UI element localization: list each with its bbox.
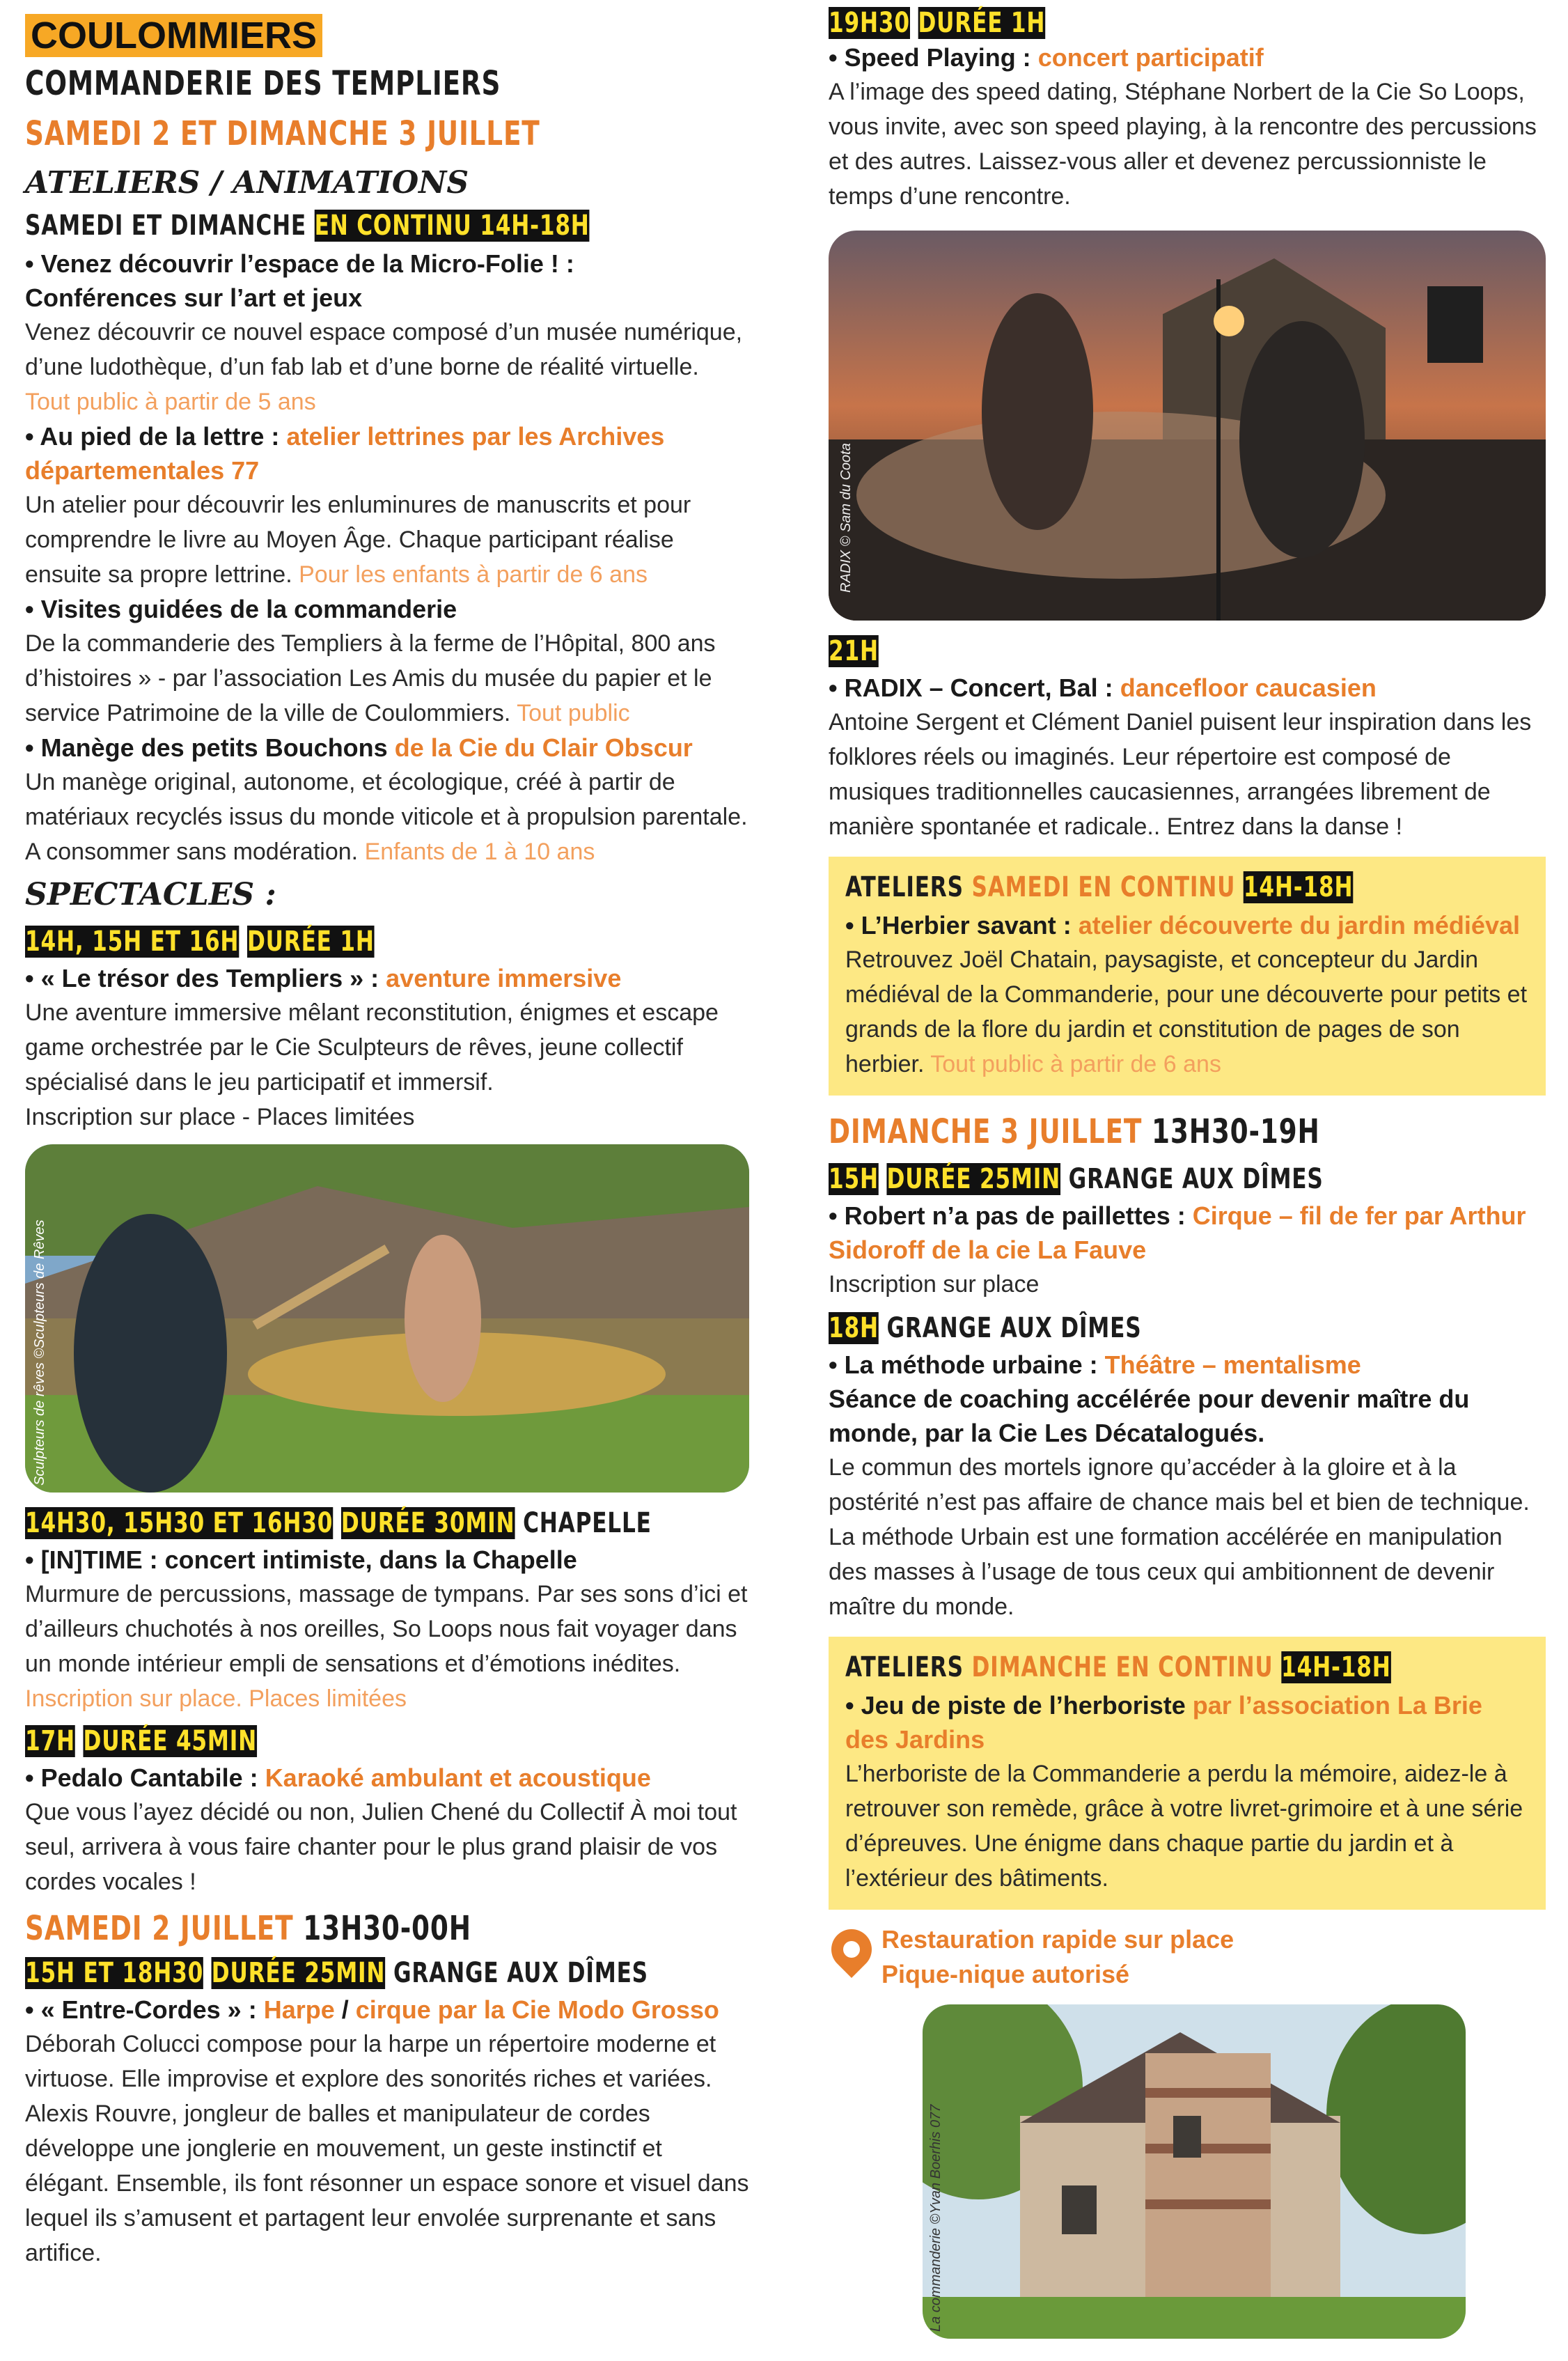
photo-sculpteurs (25, 1144, 749, 1493)
item-desc: Que vous l’ayez décidé ou non, Julien Chené du Collectif À moi tout seul, arrivera à vous faire chanter pour le plus grand plaisir de vos cordes vocales ! (25, 1799, 737, 1895)
item-desc: Murmure de percussions, massage de tympans. Par ses sons d’ici et d’ailleurs chuchotés à nos oreilles, So Loops nous fait voyager dans un monde intérieur empli de sensations et d’émotions inédites. Inscription sur place. Places limitées (25, 1581, 748, 1712)
atelier-micro-folie (25, 247, 749, 419)
restauration-info (829, 1922, 1546, 1992)
right-column (829, 0, 1546, 2339)
city-title: COULOMMIERS (25, 14, 322, 57)
item-desc: L’herboriste de la Commanderie a perdu la mémoire, aidez-le à retrouver son remède, grâce à votre livret-grimoire et à une série d’épreuves. Une énigme dans chaque partie du jardin et à l’extérieur des bâtiments. (845, 1761, 1523, 1892)
item-desc: Venez découvrir ce nouvel espace composé d’un musée numérique, d’une ludothèque, d’un fab lab et d’une borne de réalité virtuelle. Tout public à partir de 5 ans (25, 319, 743, 415)
item-desc: Déborah Colucci compose pour la harpe un répertoire moderne et virtuose. Elle improvise et explore des sonorités riches et variées. Alexis Rouvre, jongleur de balles et manipulateur de cordes développe une jonglerie en mouvement, un geste instinctif et élégant. Ensemble, ils font résonner un espace sonore et visuel dans lequel ils s’amusent et partagent leur envolée surprenante et sans artifice. (25, 2031, 749, 2266)
box-heading: ATELIERS SAMEDI EN CONTINU 14H-18H (845, 871, 1354, 903)
item-title: • « Entre-Cordes » : Harpe / cirque par la Cie Modo Grosso (25, 1995, 719, 2024)
item-title: • « Le trésor des Templiers » : aventure immersive (25, 964, 622, 992)
slot-time: 18H GRANGE AUX DÎMES (829, 1312, 1142, 1344)
spectacle-entre-cordes (25, 1993, 749, 2270)
item-desc: Une aventure immersive mêlant reconstitution, énigmes et escape game orchestrée par le Cie Sculpteurs de rêves, jeune collectif spécialisé dans le jeu participatif et immersif. (25, 999, 719, 1096)
item-title: • Robert n’a pas de paillettes : Cirque – fil de fer par Arthur Sidoroff de la cie La Fauve (829, 1201, 1526, 1264)
atelier-visites (25, 592, 749, 731)
spectacle-speed-playing (829, 40, 1546, 214)
item-desc: De la commanderie des Templiers à la ferme de l’Hôpital, 800 ans d’histoires » - par l’association Les Amis du musée du papier et le service Patrimoine de la ville de Coulommiers. Tout public (25, 630, 716, 726)
item-desc: Antoine Sergent et Clément Daniel puisent leur inspiration dans les folklores réels ou imaginés. Leur répertoire est composé de musiques traditionnelles caucasiennes, arrangées librement de manière spontanée et radicale.. Entrez dans la danse ! (829, 709, 1532, 840)
ateliers-days: SAMEDI ET DIMANCHE (25, 210, 306, 242)
spectacles-heading: SPECTACLES : (25, 877, 276, 912)
spectacle-radix (829, 671, 1546, 844)
photo-sculpteurs-image (25, 1144, 749, 1493)
item-title: • Venez découvrir l’espace de la Micro-Folie ! : (25, 249, 574, 278)
spectacle-tresor (25, 961, 749, 1135)
photo-commanderie (923, 2004, 1466, 2339)
ateliers-time: EN CONTINU 14H-18H (314, 210, 590, 242)
spectacle-intime (25, 1543, 749, 1716)
saturday-heading: SAMEDI 2 JUILLET 13H30-00H (25, 1909, 471, 1948)
slot-time: 15H DURÉE 25MIN GRANGE AUX DÎMES (829, 1163, 1324, 1195)
spectacle-robert (829, 1199, 1546, 1302)
item-desc: Un manège original, autonome, et écologique, créé à partir de matériaux recyclés issus du monde viticole et à propulsion parentale. A consommer sans modération. Enfants de 1 à 10 ans (25, 769, 748, 865)
item-kind: Conférences sur l’art et jeux (25, 283, 363, 312)
item-subtitle: Séance de coaching accélérée pour devenir maître du monde, par la Cie Les Décatalogués. (829, 1385, 1470, 1447)
ateliers-heading: ATELIERS / ANIMATIONS (25, 165, 469, 201)
photo-radix-image (829, 231, 1546, 621)
item-desc: A l’image des speed dating, Stéphane Norbert de la Cie So Loops, vous invite, avec son speed playing, à la rencontre des percussions et des autres. Laissez-vous aller et devenez percussionniste le temps d’une rencontre. (829, 79, 1537, 210)
sunday-heading: DIMANCHE 3 JUILLET 13H30-19H (829, 1112, 1320, 1151)
item-title: • Manège des petits Bouchons de la Cie du Clair Obscur (25, 733, 693, 762)
item-desc: Inscription sur place (829, 1271, 1040, 1298)
atelier-lettrines (25, 419, 749, 592)
dates-heading: SAMEDI 2 ET DIMANCHE 3 JUILLET (25, 114, 540, 153)
item-title: • Au pied de la lettre : atelier lettrines par les Archives départementales 77 (25, 422, 665, 485)
photo-commanderie-image (923, 2004, 1466, 2339)
spectacle-methode-urbaine (829, 1348, 1546, 1624)
box-heading: ATELIERS DIMANCHE EN CONTINU 14H-18H (845, 1651, 1391, 1683)
ateliers-box-dimanche (829, 1637, 1546, 1910)
item-note: Inscription sur place - Places limitées (25, 1104, 415, 1130)
venue-heading: COMMANDERIE DES TEMPLIERS (25, 64, 501, 103)
slot-time: 14H, 15H ET 16H DURÉE 1H (25, 926, 375, 958)
atelier-jeu-de-piste (845, 1688, 1529, 1896)
item-desc: Un atelier pour découvrir les enluminures de manuscrits et pour comprendre le livre au Moyen Âge. Chaque participant réalise ensuite sa propre lettrine. Pour les enfants à partir de 6 ans (25, 492, 691, 588)
item-title: • Jeu de piste de l’herboriste par l’association La Brie des Jardins (845, 1691, 1482, 1754)
photo-radix (829, 231, 1546, 621)
photo-credit: Sculpteurs de rêves ©Sculpteurs de Rêves (32, 1220, 47, 1486)
ateliers-schedule (25, 205, 590, 247)
item-title: • Speed Playing : concert participatif (829, 43, 1264, 72)
item-title: • Visites guidées de la commanderie (25, 595, 457, 623)
map-pin-icon (823, 1921, 880, 1978)
item-desc: Retrouvez Joël Chatain, paysagiste, et concepteur du Jardin médiéval de la Commanderie, pour une découverte pour petits et grands de la flore du jardin et constitution de pages de son herbier. Tout public à partir de 6 ans (845, 946, 1528, 1077)
item-desc: Le commun des mortels ignore qu’accéder à la gloire et à la postérité n’est pas affaire de chance mais bel et bien de technique. La méthode Urbain est une formation accélérée en manipulation des masses à l’usage de tous ceux qui ambitionnent de devenir maître du monde. (829, 1454, 1530, 1620)
spectacle-pedalo (25, 1761, 749, 1899)
photo-credit: RADIX © Sam du Coota (838, 443, 854, 593)
item-title: • [IN]TIME : concert intimiste, dans la Chapelle (25, 1545, 577, 1574)
item-title: • RADIX – Concert, Bal : dancefloor caucasien (829, 673, 1377, 702)
item-title: • La méthode urbaine : Théâtre – mentalisme (829, 1350, 1361, 1379)
item-title: • Pedalo Cantabile : Karaoké ambulant et acoustique (25, 1763, 651, 1792)
photo-credit: La commanderie ©Yvan Boerhis 077 (928, 2104, 943, 2332)
slot-time: 15H ET 18H30 DURÉE 25MIN GRANGE AUX DÎMES (25, 1957, 648, 1989)
restauration-text: Restauration rapide sur place Pique-nique autorisé (881, 1925, 1234, 1988)
slot-time: 14H30, 15H30 ET 16H30 DURÉE 30MIN CHAPELLE (25, 1507, 652, 1539)
item-title: • L’Herbier savant : atelier découverte du jardin médiéval (845, 911, 1520, 940)
atelier-herbier (845, 908, 1529, 1082)
slot-time: 21H (829, 635, 879, 667)
atelier-manege (25, 731, 749, 869)
slot-time: 19H30 DURÉE 1H (829, 7, 1046, 39)
ateliers-box-samedi (829, 857, 1546, 1096)
slot-time: 17H DURÉE 45MIN (25, 1725, 258, 1757)
left-column (25, 0, 749, 2270)
